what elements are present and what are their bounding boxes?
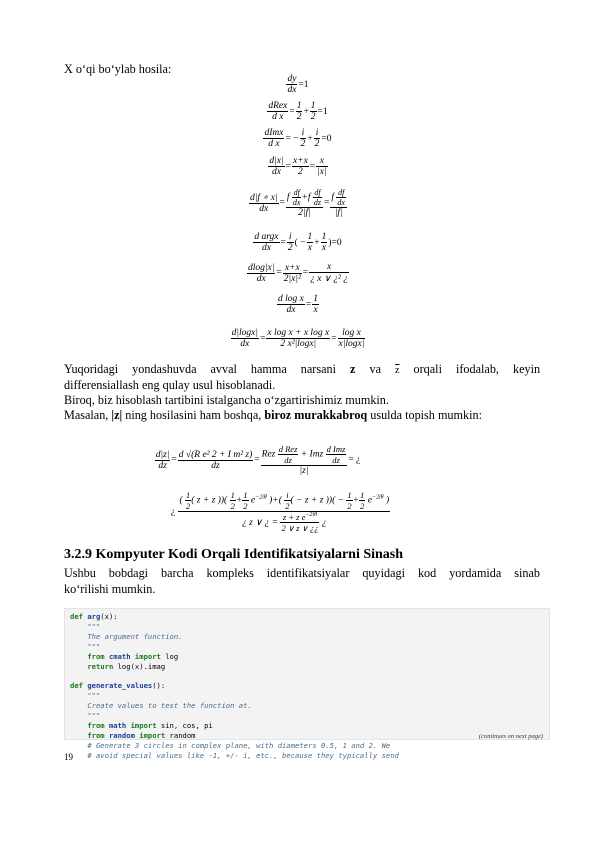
section-paragraph-line1: Ushbu bobdagi barcha kompleks identifikatsiyalar quyidagi kod yordamida sinab — [64, 566, 540, 580]
code-block[interactable]: def arg(x): """ The argument function. """ from cmath import log return log(x).imag def generate_values(): """ Create values to test the function at. """ from math import sin, cos, pi from random import random # Generate 3 circles in complex plane, with diameters 0.5, 1 and 2. We # avoid special values like -1, +/- i, etc., because they typically send (continues on next page) — [64, 608, 550, 740]
section-title: 3.2.9 Kompyuter Kodi Orqali Identifikatsiyalarni Sinash — [64, 547, 404, 562]
page-number: 19 — [64, 752, 73, 762]
eq-dimx: dImx d x = − $\frac{i}{2}$ + $\frac{i}{2}$ =0 — [264, 128, 332, 149]
eq-dabsx: $\frac{d|x|}{dx}$ = $\frac{x+x}{2}$ = $\frac{x}{|x|}$ — [269, 156, 327, 177]
paragraph-3: Masalan, |z| ning hosilasini ham boshqa, biroz murakkabroq usulda topish mumkin: — [64, 408, 482, 422]
eq-dlogabs: $\frac{dlog|x|}{dx}$ = $\frac{x+x}{\text{2|x|²}}$ = $\frac{x}{\text{¿ x ∨ ¿² ¿}}$ — [248, 262, 348, 284]
code-continues-note: (continues on next page) — [478, 733, 543, 741]
paragraph-2: Biroq, biz hisoblash tartibini istalgancha o‘zgartirishimiz mumkin. — [64, 393, 389, 407]
eq-dargx: d argx dx = $\frac{i}{2}$ ( − $\frac{1}{x}$ + $\frac{1}{x}$ )=0 — [254, 232, 342, 253]
paragraph-1-line2: differensiallash eng qulay usul hisoblanadi. — [64, 378, 276, 392]
section-paragraph-line2: ko‘rilishi mumkin. — [64, 582, 156, 596]
eq-dabslogx: $\frac{d|\log x|}{dx}$ = $\frac{\text{x log x + x log x}}{\text{2 x²|logx|}}$ = $\frac{\text{log x}}{x|\log x|}$ — [231, 328, 365, 349]
eq-dz-line2: ¿ ( $\frac{1}{2}$ ( z + z ))( $\frac{1}{2}$ + $\frac{1}{2}$ $e^{-2i\theta}$ )+( $\frac{i}{2}$ ( − z + z ))( − $\frac{1}{2}$ + $\frac{1}{2}$ $e^{-2i\theta}$ ) ¿ z ∨ ¿ = $\frac{z + z e^{-2i\theta}}{2 \vee z \vee ¿¿}$ ¿ — [170, 490, 390, 533]
intro-text: X o‘qi bo‘ylab hosila: — [64, 62, 172, 76]
eq-dfabs: $\frac{d|f \circ x|}{dx}$ = f $\frac{df}{dx}$ +f $\frac{df}{dz}$ 2|f| = f $\frac{df}{dx}$ |f| — [250, 188, 345, 218]
eq-drex: dRex d x = $\frac{1}{2}$ + $\frac{1}{2}$ =1 — [268, 101, 328, 122]
eq-dz-line1: $\frac{d|z|}{dz}$ = $\frac{\text{d √(R e² 2 + I m² z)}}{dz}$ = Rez d Rez dz + Imz d Imz dz |z| = ¿ — [155, 444, 361, 476]
paragraph-1: Yuqoridagi yondashuvda avval hamma narsani z va $\overline{z}$ orqali ifodalab, keyin — [64, 362, 541, 376]
eq-dlogx: $\frac{\text{d log x}}{dx}$ = $\frac{1}{x}$ — [278, 294, 318, 315]
eq-dy-dx: $\frac{dy}{dx}$ =1 — [287, 74, 309, 95]
